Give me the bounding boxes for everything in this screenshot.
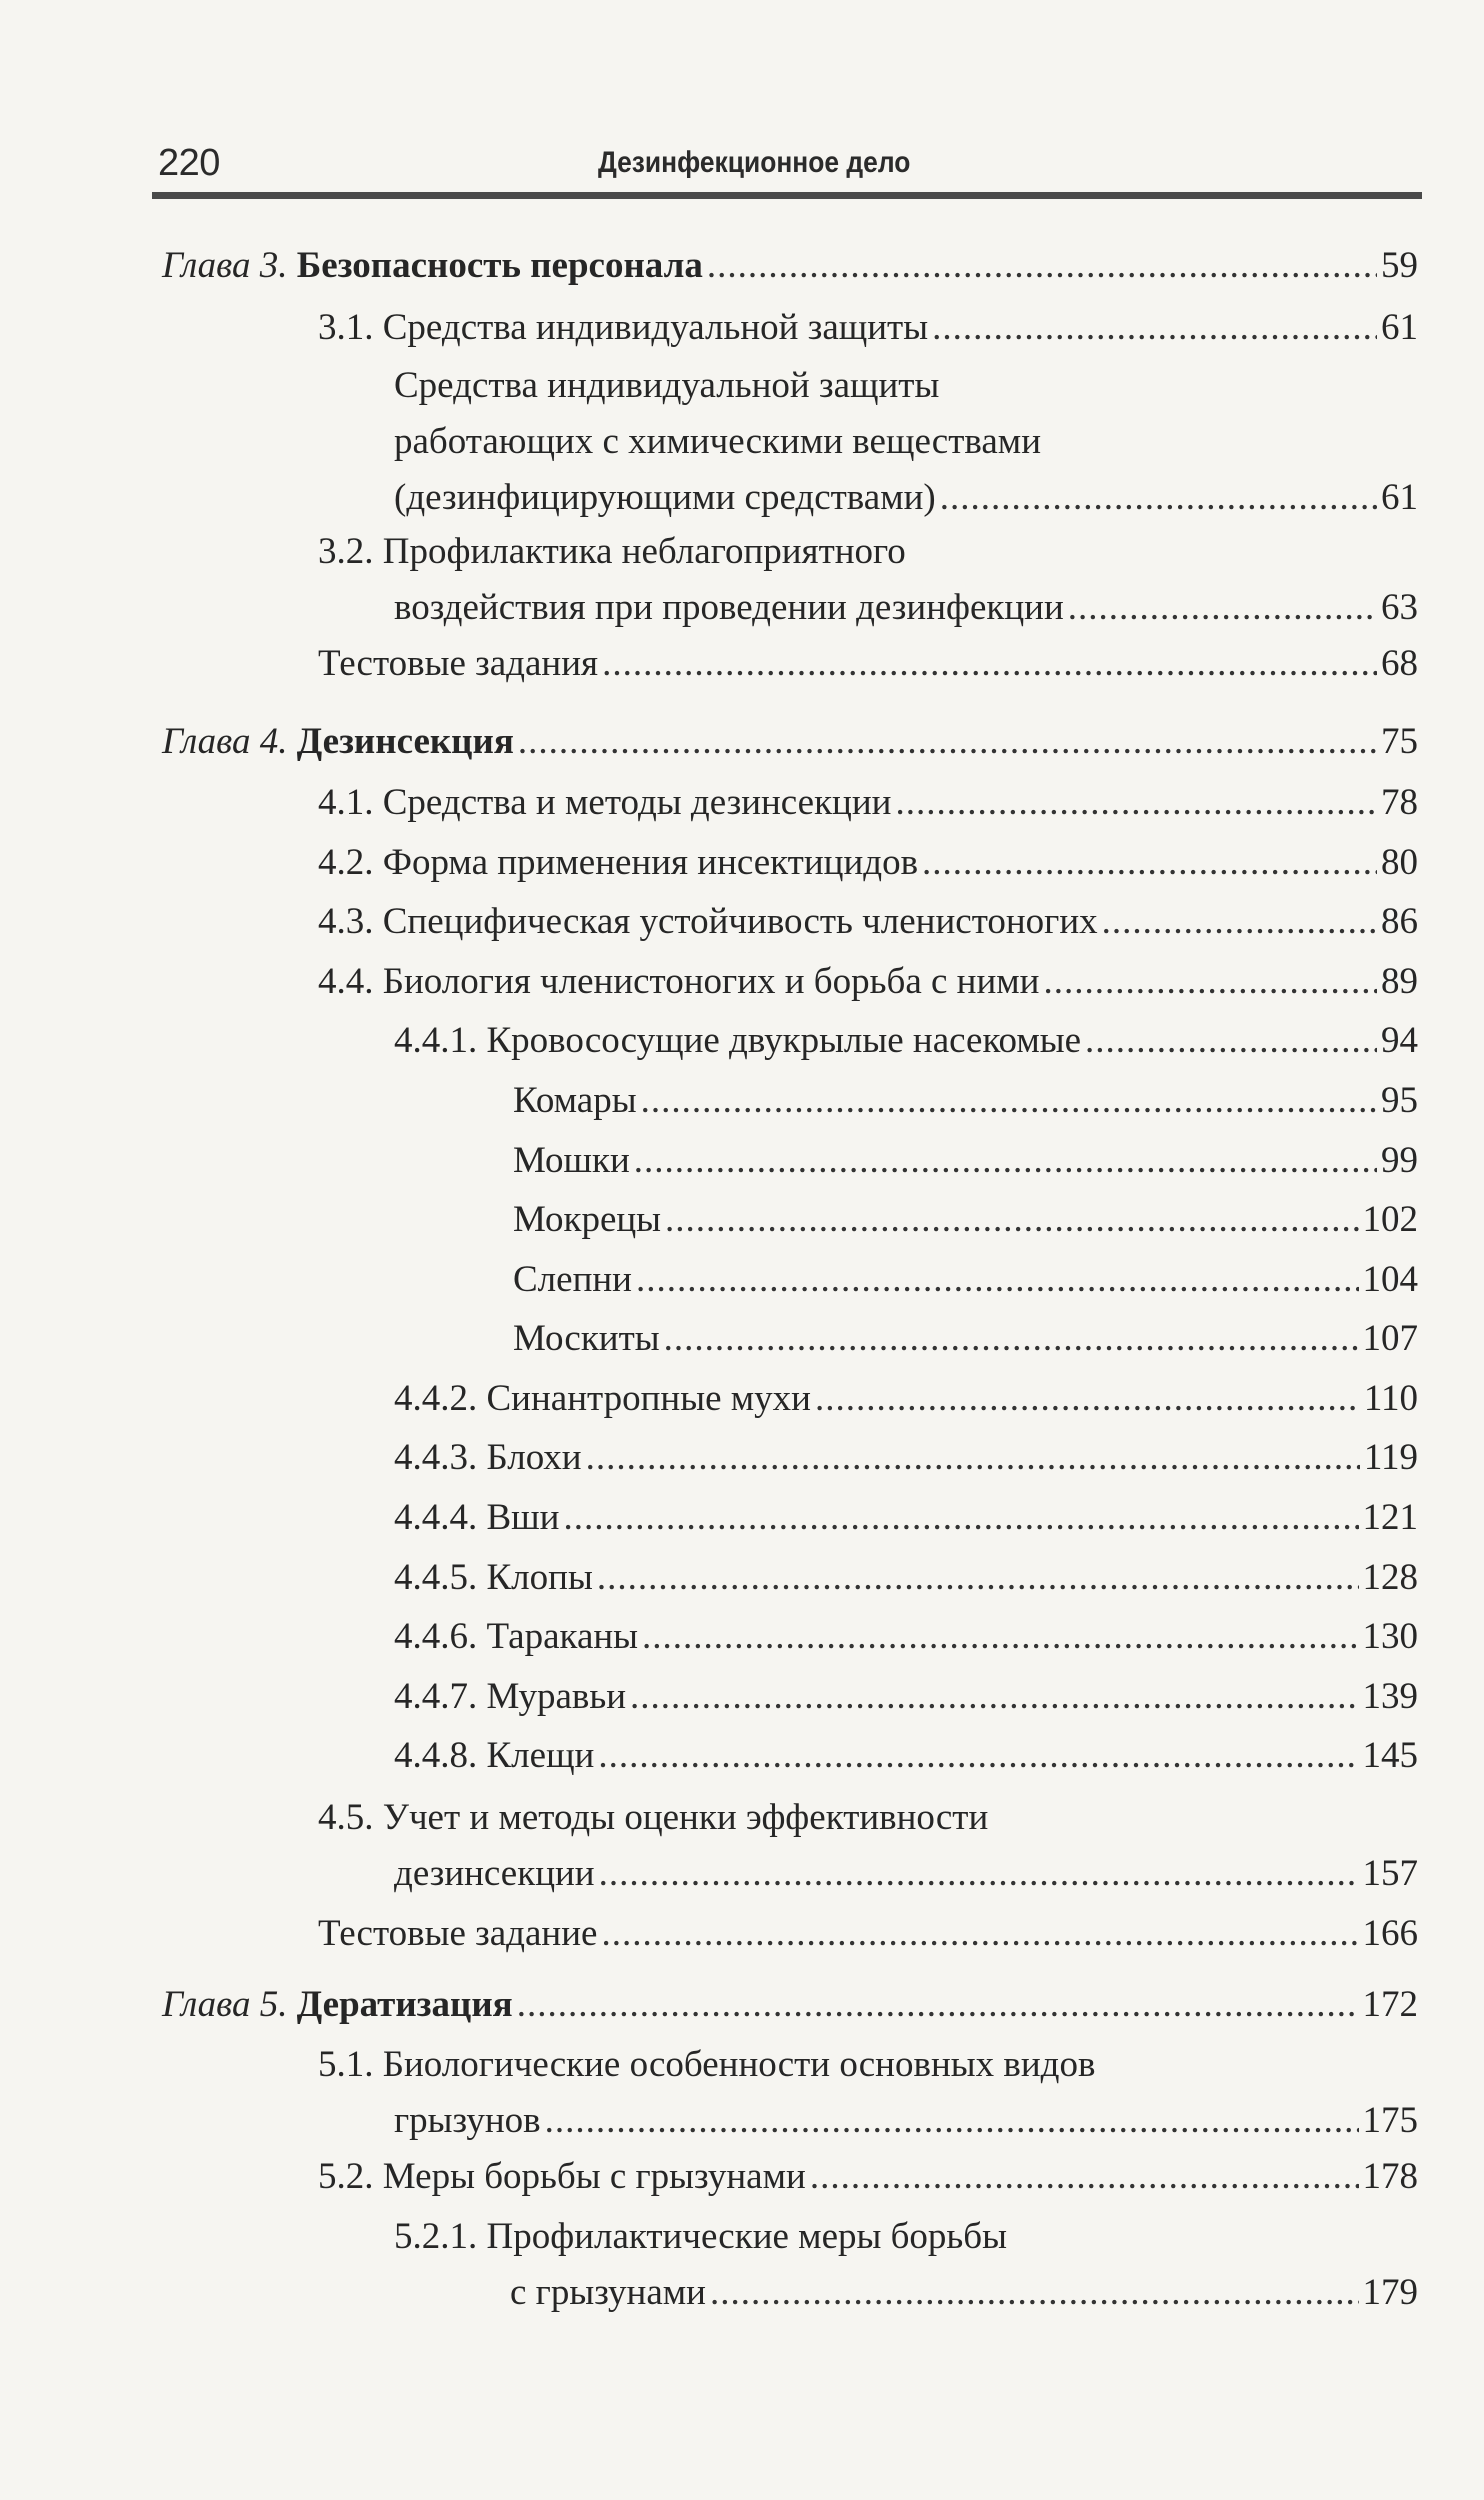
page-ref: 102: [1362, 1199, 1418, 1240]
toc-entry-5-2-1: [394, 2209, 1418, 2321]
dot-leader: [928, 300, 1377, 356]
dot-leader: [1039, 954, 1377, 1010]
dot-leader: [630, 1133, 1377, 1189]
page-ref: 178: [1362, 2156, 1418, 2197]
dot-leader: [936, 470, 1377, 526]
page-ref: 110: [1363, 1378, 1418, 1419]
dot-leader: [597, 1906, 1358, 1962]
page-ref: 78: [1381, 782, 1418, 823]
dot-leader: [598, 636, 1377, 692]
page-number: 220: [158, 142, 220, 184]
dot-leader: [891, 775, 1377, 831]
dot-leader: [593, 1550, 1359, 1606]
chapter-4-heading: [162, 714, 1418, 770]
dot-leader: [661, 1192, 1358, 1248]
page-ref: 68: [1381, 643, 1418, 684]
entry-title: 4.5. Учет и методы оценки эффективности: [318, 1797, 989, 1838]
entry-title: 5.1. Биологические особенности основных видов: [318, 2044, 1096, 2085]
entry-title: 3.1. Средства индивидуальной защиты: [318, 307, 929, 348]
chapter-label: Глава 3.: [162, 245, 288, 286]
entry-title: Мошки: [513, 1140, 630, 1181]
toc-entry-4-4-3: [394, 1430, 1418, 1486]
entry-title: Комары: [513, 1080, 637, 1121]
dot-leader: [626, 1669, 1358, 1725]
dot-leader: [1064, 580, 1377, 636]
entry-title: 5.2. Меры борьбы с грызунами: [318, 2156, 806, 2197]
dot-leader: [918, 835, 1377, 891]
dot-leader: [514, 714, 1377, 770]
page-ref: 119: [1363, 1437, 1418, 1478]
toc-entry-5-1: [318, 2037, 1418, 2149]
toc-entry-4-5: [318, 1790, 1418, 1902]
dot-leader: [541, 2093, 1359, 2149]
toc-entry-4-4-6: [394, 1609, 1418, 1665]
dot-leader: [1081, 1013, 1377, 1069]
page-ref: 121: [1362, 1497, 1418, 1538]
toc-entry-4-2: [318, 835, 1418, 891]
dot-leader: [660, 1311, 1359, 1367]
dot-leader: [811, 1371, 1360, 1427]
chapter-title: Безопасность персонала: [296, 245, 703, 286]
toc-entry-komary: [513, 1073, 1418, 1129]
dot-leader: [632, 1252, 1359, 1308]
entry-title: работающих с химическими веществами: [394, 421, 1042, 462]
entry-title: Слепни: [513, 1259, 632, 1300]
page-ref: 86: [1381, 901, 1418, 942]
toc-entry-4-1: [318, 775, 1418, 831]
dot-leader: [594, 1728, 1358, 1784]
page-ref: 99: [1381, 1140, 1418, 1181]
page-ref: 128: [1362, 1557, 1418, 1598]
toc-entry-4-4: [318, 954, 1418, 1010]
toc-entry-4-4-1: [394, 1013, 1418, 1069]
entry-title: Тестовые задание: [318, 1913, 598, 1954]
toc-entry-3-2: [318, 524, 1418, 636]
entry-title: 4.4.7. Муравьи: [394, 1676, 627, 1717]
page-ref: 80: [1381, 842, 1418, 883]
toc-entry-5-2: [318, 2149, 1418, 2205]
entry-title: с грызунами: [510, 2272, 706, 2313]
chapter-label: Глава 5.: [162, 1984, 288, 2025]
chapter-3-heading: [162, 238, 1418, 294]
entry-title: (дезинфицирующими средствами): [394, 477, 936, 518]
page-ref: 61: [1381, 307, 1418, 348]
toc-entry-4-3: [318, 894, 1418, 950]
toc-entry-4-4-7: [394, 1669, 1418, 1725]
page-ref: 89: [1381, 961, 1418, 1002]
dot-leader: [513, 1977, 1359, 2033]
dot-leader: [582, 1430, 1360, 1486]
entry-title: Средства индивидуальной защиты: [394, 365, 940, 406]
entry-title: 4.4.4. Вши: [394, 1497, 560, 1538]
dot-leader: [806, 2149, 1359, 2205]
toc-entry-3-1: [318, 300, 1418, 356]
dot-leader: [638, 1609, 1358, 1665]
toc-entry-moshki: [513, 1133, 1418, 1189]
dot-leader: [637, 1073, 1377, 1129]
entry-title: Тестовые задания: [318, 643, 599, 684]
entry-title: 3.2. Профилактика неблагоприятного: [318, 531, 906, 572]
page-ref: 130: [1362, 1616, 1418, 1657]
chapter-title: Дезинсекция: [296, 721, 514, 762]
toc-entry-4-4-8: [394, 1728, 1418, 1784]
toc-entry-4-4-5: [394, 1550, 1418, 1606]
toc-entry-slepni: [513, 1252, 1418, 1308]
entry-title: 4.2. Форма применения инсектицидов: [318, 842, 919, 883]
entry-title: 4.4. Биология членистоногих и борьба с ними: [318, 961, 1040, 1002]
page-ref: 172: [1362, 1984, 1418, 2025]
page-ref: 95: [1381, 1080, 1418, 1121]
entry-title: 4.4.3. Блохи: [394, 1437, 582, 1478]
entry-title: 4.4.1. Кровососущие двукрылые насекомые: [394, 1020, 1082, 1061]
chapter-5-heading: [162, 1977, 1418, 2033]
dot-leader: [703, 238, 1377, 294]
page-ref: 107: [1362, 1318, 1418, 1359]
toc-entry-mokretsy: [513, 1192, 1418, 1248]
entry-title: 4.4.6. Тараканы: [394, 1616, 639, 1657]
page-ref: 94: [1381, 1020, 1418, 1061]
page-ref: 145: [1362, 1735, 1418, 1776]
entry-title: 4.4.5. Клопы: [394, 1557, 593, 1598]
page-ref: 61: [1381, 477, 1418, 518]
page-ref: 59: [1381, 245, 1418, 286]
entry-title: 4.1. Средства и методы дезинсекции: [318, 782, 892, 823]
dot-leader: [595, 1846, 1359, 1902]
toc-entry-4-4-2: [394, 1371, 1418, 1427]
dot-leader: [559, 1490, 1358, 1546]
entry-title: дезинсекции: [394, 1853, 595, 1894]
page-ref: 179: [1362, 2272, 1418, 2313]
entry-title: грызунов: [394, 2100, 541, 2141]
page-ref: 175: [1362, 2100, 1418, 2141]
toc-entry-3-1-chem: [394, 358, 1418, 526]
page-ref: 104: [1362, 1259, 1418, 1300]
book-title: Дезинфекционное дело: [598, 146, 911, 179]
chapter-title: Дератизация: [296, 1984, 513, 2025]
entry-title: 4.4.8. Клещи: [394, 1735, 595, 1776]
toc-entry-moskity: [513, 1311, 1418, 1367]
dot-leader: [706, 2265, 1359, 2321]
toc-entry-3-tests: [318, 636, 1418, 692]
toc-entry-4-tests: [318, 1906, 1418, 1962]
entry-title: воздействия при проведении дезинфекции: [394, 587, 1064, 628]
entry-title: Москиты: [513, 1318, 660, 1359]
entry-title: 4.3. Специфическая устойчивость членистоногих: [318, 901, 1098, 942]
entry-title: 5.2.1. Профилактические меры борьбы: [394, 2216, 1007, 2257]
page-ref: 75: [1381, 721, 1418, 762]
page-ref: 139: [1362, 1676, 1418, 1717]
entry-title: 4.4.2. Синантропные мухи: [394, 1378, 811, 1419]
entry-title: Мокрецы: [513, 1199, 662, 1240]
dot-leader: [1098, 894, 1377, 950]
toc-entry-4-4-4: [394, 1490, 1418, 1546]
chapter-label: Глава 4.: [162, 721, 288, 762]
page-ref: 157: [1362, 1853, 1418, 1894]
page-ref: 166: [1362, 1913, 1418, 1954]
page-ref: 63: [1381, 587, 1418, 628]
